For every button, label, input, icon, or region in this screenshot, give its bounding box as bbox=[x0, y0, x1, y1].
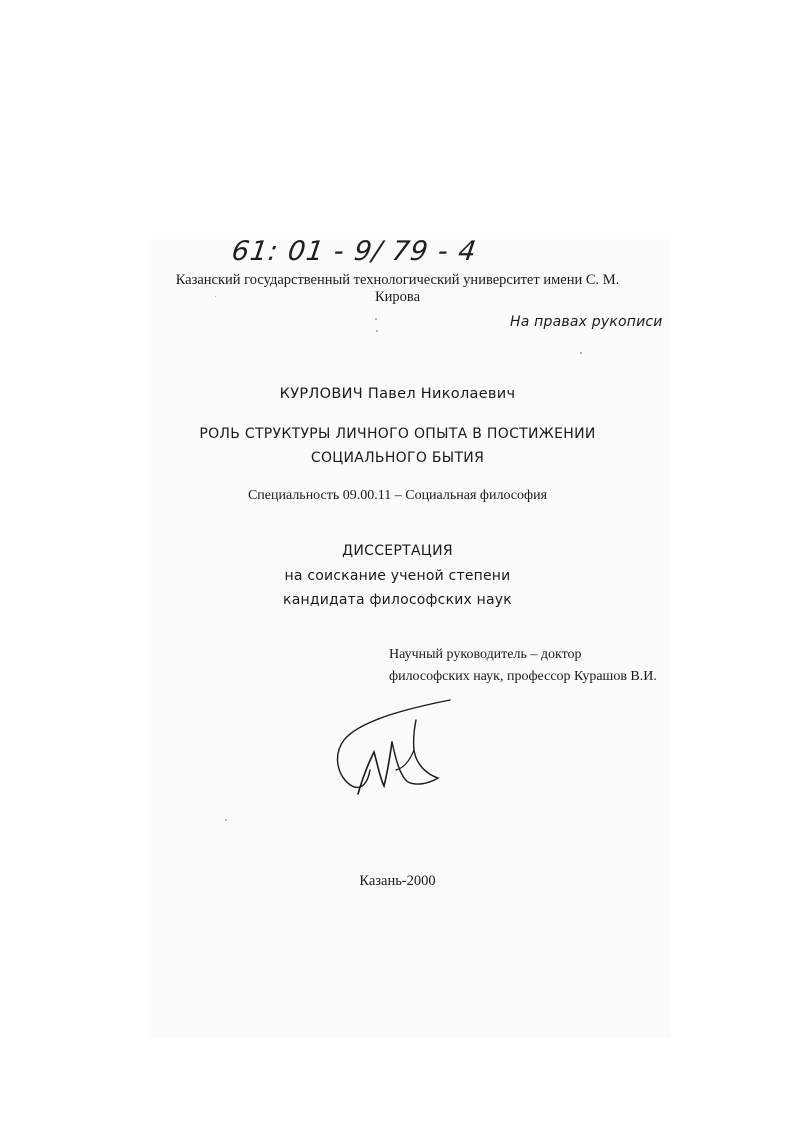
dissertation-title-line-2: СОЦИАЛЬНОГО БЫТИЯ bbox=[310, 450, 485, 466]
city-year: Казань-2000 bbox=[359, 873, 436, 889]
university-name-line-1: Казанский государственный технологический университет имени С. М. bbox=[175, 272, 620, 288]
rights-note: На правах рукописи bbox=[510, 314, 663, 330]
scanned-page-area bbox=[150, 238, 670, 1038]
archive-code: 61: 01 - 9/ 79 - 4 bbox=[229, 236, 479, 267]
handwritten-signature bbox=[330, 690, 460, 805]
scan-speck bbox=[225, 819, 227, 821]
author-name: КУРЛОВИЧ Павел Николаевич bbox=[279, 386, 516, 402]
supervisor-line-1: Научный руководитель – доктор bbox=[389, 647, 582, 662]
degree-line-1: на соискание ученой степени bbox=[284, 568, 511, 584]
scan-speck bbox=[580, 352, 582, 354]
degree-line-2: кандидата философских наук bbox=[283, 592, 512, 608]
supervisor-line-2: философских наук, профессор Курашов В.И. bbox=[389, 669, 657, 684]
university-name-line-2: Кирова bbox=[374, 289, 421, 305]
dissertation-title-line-1: РОЛЬ СТРУКТУРЫ ЛИЧНОГО ОПЫТА В ПОСТИЖЕНИИ bbox=[199, 426, 596, 442]
specialty: Специальность 09.00.11 – Социальная философия bbox=[247, 488, 548, 503]
scan-speck bbox=[375, 318, 377, 320]
scan-speck bbox=[376, 330, 378, 332]
document-type: ДИССЕРТАЦИЯ bbox=[342, 543, 453, 559]
